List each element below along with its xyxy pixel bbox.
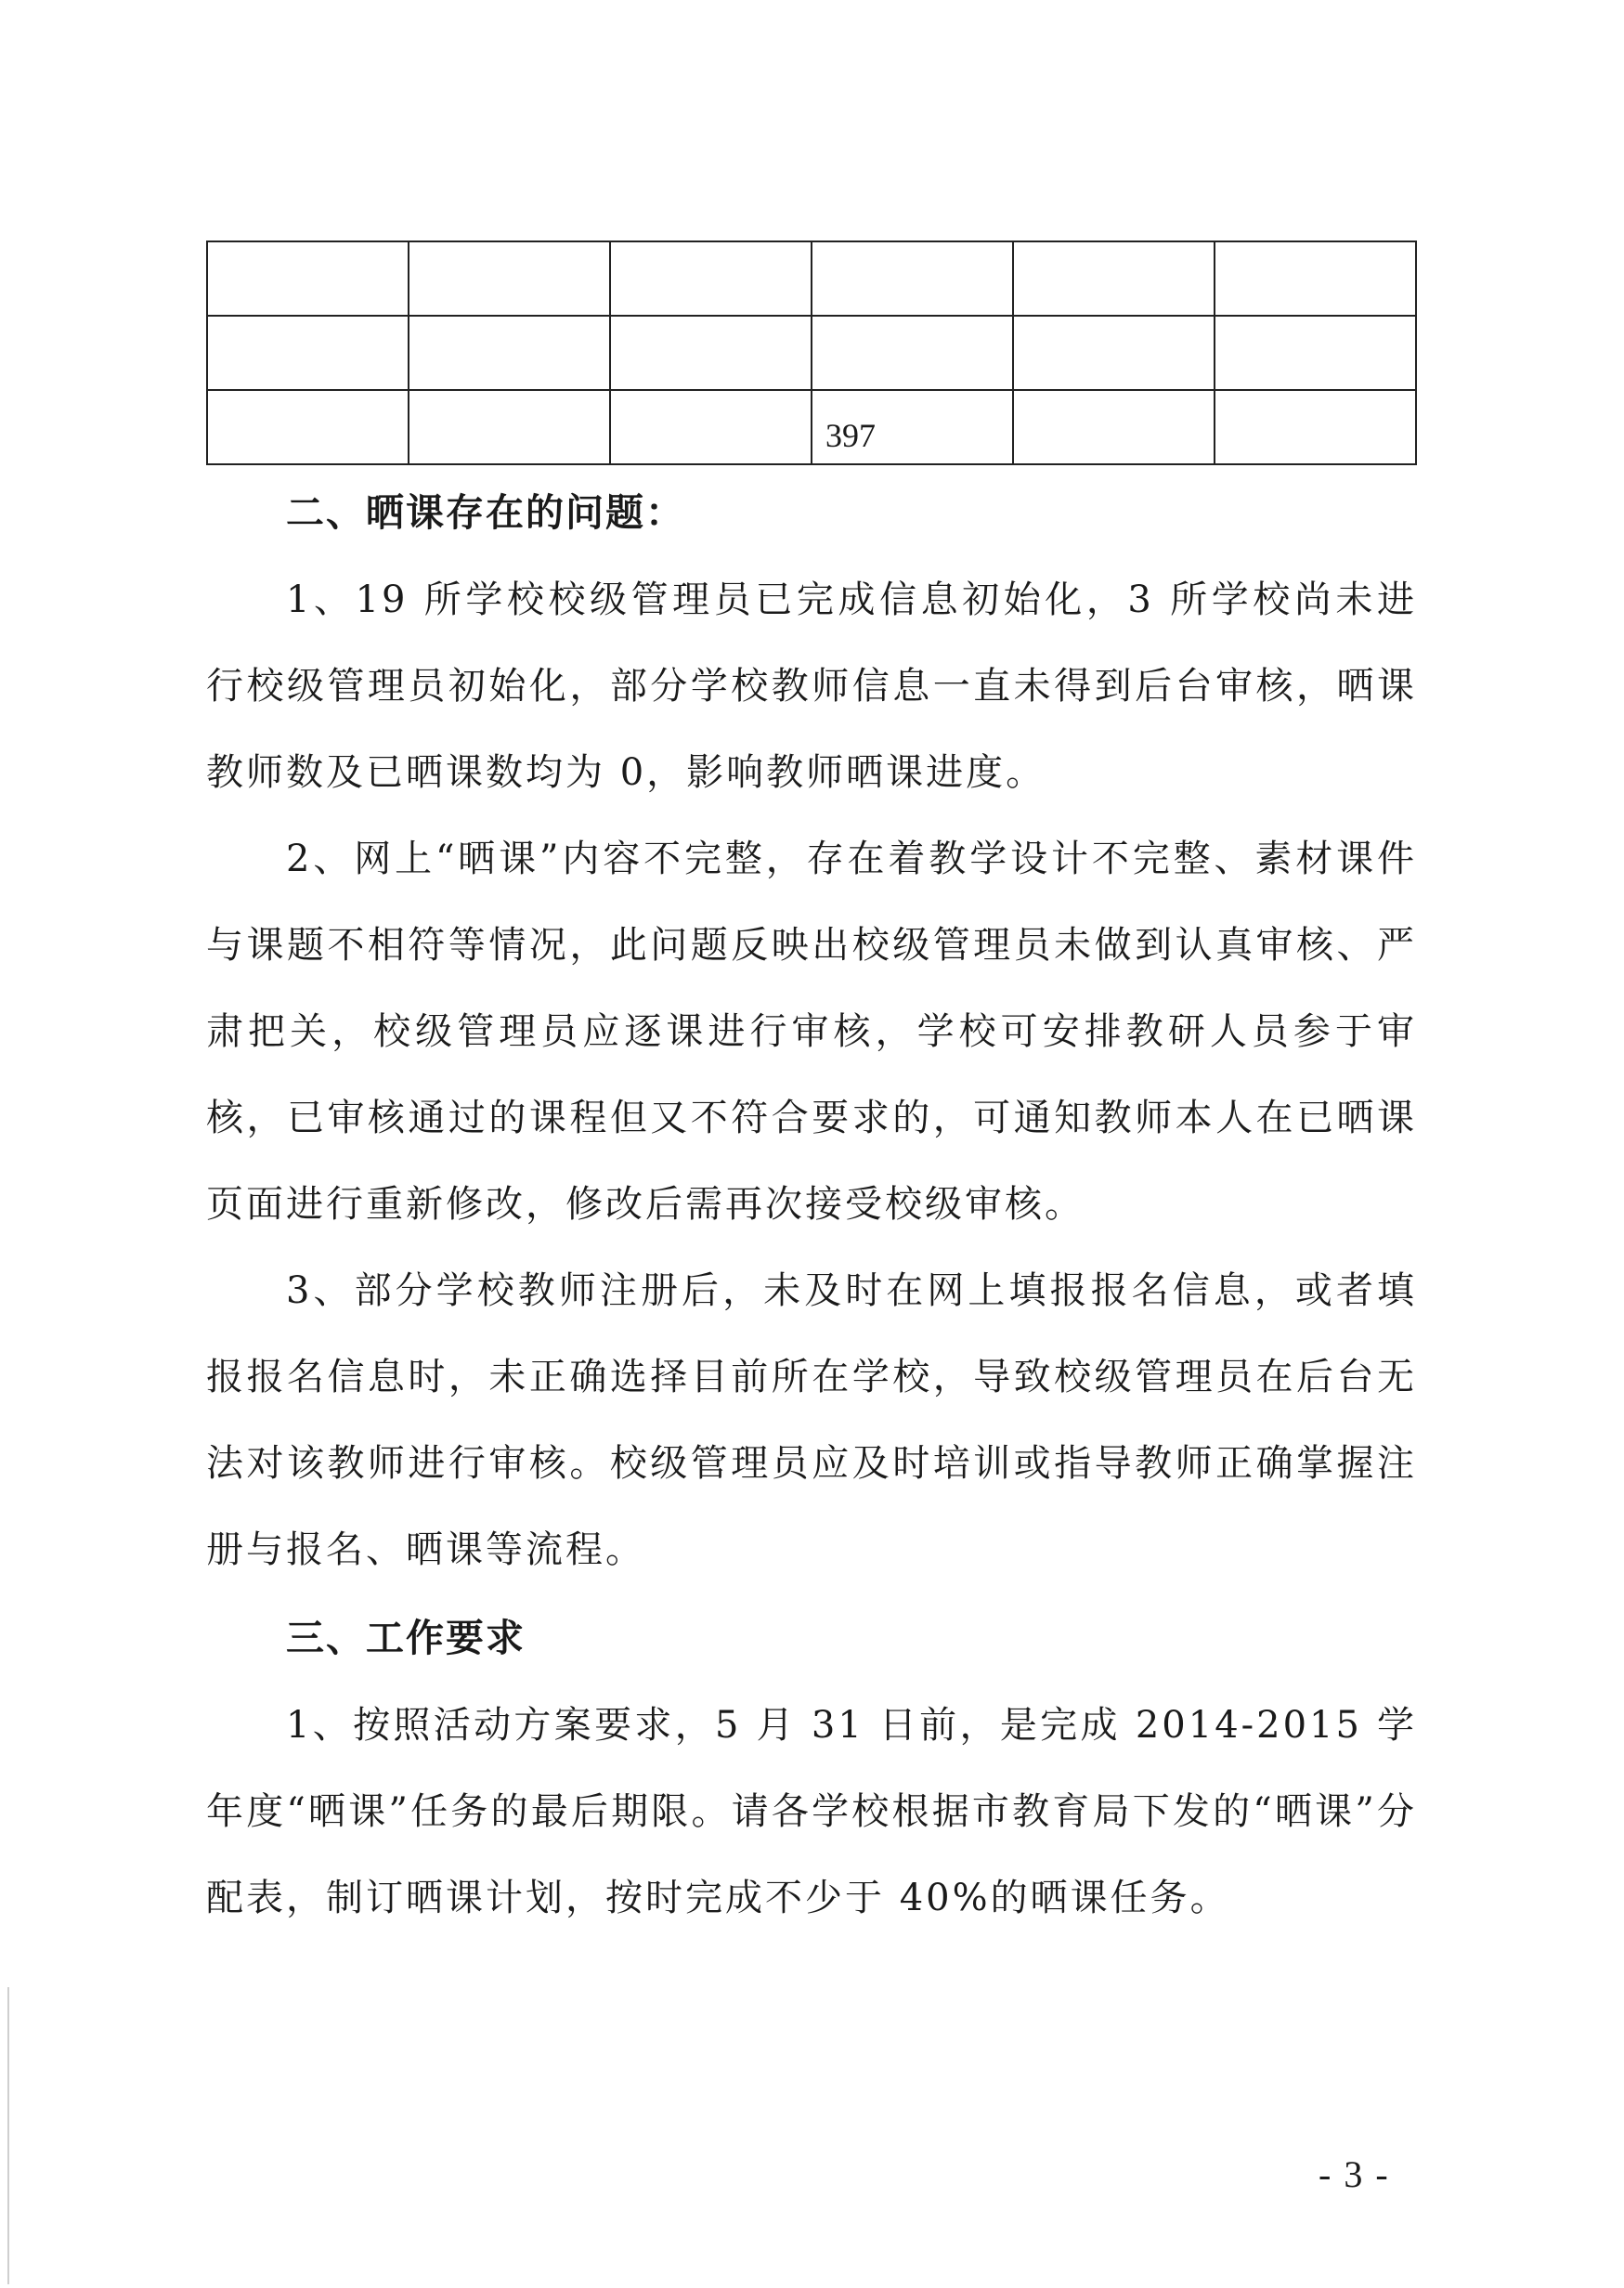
table-cell (812, 241, 1013, 316)
table-cell (409, 241, 610, 316)
table-cell (207, 241, 409, 316)
table-cell (409, 390, 610, 464)
section-heading-requirements: 三、工作要求 (286, 1616, 526, 1660)
table-cell (1013, 241, 1215, 316)
table-cell (1215, 390, 1416, 464)
section-heading-problems: 二、晒课存在的问题： (286, 490, 685, 535)
data-table (206, 240, 1417, 465)
table-cell (1215, 241, 1416, 316)
scan-edge (7, 1987, 9, 2284)
table-cell (207, 316, 409, 390)
table-cell (610, 241, 812, 316)
table-cell (1013, 316, 1215, 390)
paragraph: 3、部分学校教师注册后，未及时在网上填报报名信息，或者填报报名信息时，未正确选择目前所在学校，导致校级管理员在后台无法对该教师进行审核。校级管理员应及时培训或指导教师正确掌握注册与报名、晒课等流程。 (206, 1269, 1417, 1571)
table-cell: 397 (812, 390, 1013, 464)
page-number: - 3 - (1319, 2153, 1390, 2195)
table-cell (610, 390, 812, 464)
table-cell (1013, 390, 1215, 464)
table-row (207, 241, 1416, 316)
table-row (207, 390, 1416, 464)
paragraph: 1、19 所学校校级管理员已完成信息初始化，3 所学校尚未进行校级管理员初始化，部分学校教师信息一直未得到后台审核，晒课教师数及已晒课数均为 0，影响教师晒课进度。 (206, 578, 1417, 794)
table-cell (409, 316, 610, 390)
paragraph: 1、按照活动方案要求，5 月 31 日前，是完成 2014-2015 学年度“晒课”任务的最后期限。请各学校根据市教育局下发的“晒课”分配表，制订晒课计划，按时完成不少于 40%的晒课任务。 (206, 1704, 1417, 1919)
table-cell (610, 316, 812, 390)
paragraph: 2、网上“晒课”内容不完整，存在着教学设计不完整、素材课件与课题不相符等情况，此问题反映出校级管理员未做到认真审核、严肃把关，校级管理员应逐课进行审核，学校可安排教研人员参于审核，已审核通过的课程但又不符合要求的，可通知教师本人在已晒课页面进行重新修改，修改后需再次接受校级审核。 (206, 838, 1417, 1226)
table-cell (812, 316, 1013, 390)
table-row (207, 316, 1416, 390)
table-cell (207, 390, 409, 464)
document-body (206, 468, 1417, 1942)
table-cell (1215, 316, 1416, 390)
